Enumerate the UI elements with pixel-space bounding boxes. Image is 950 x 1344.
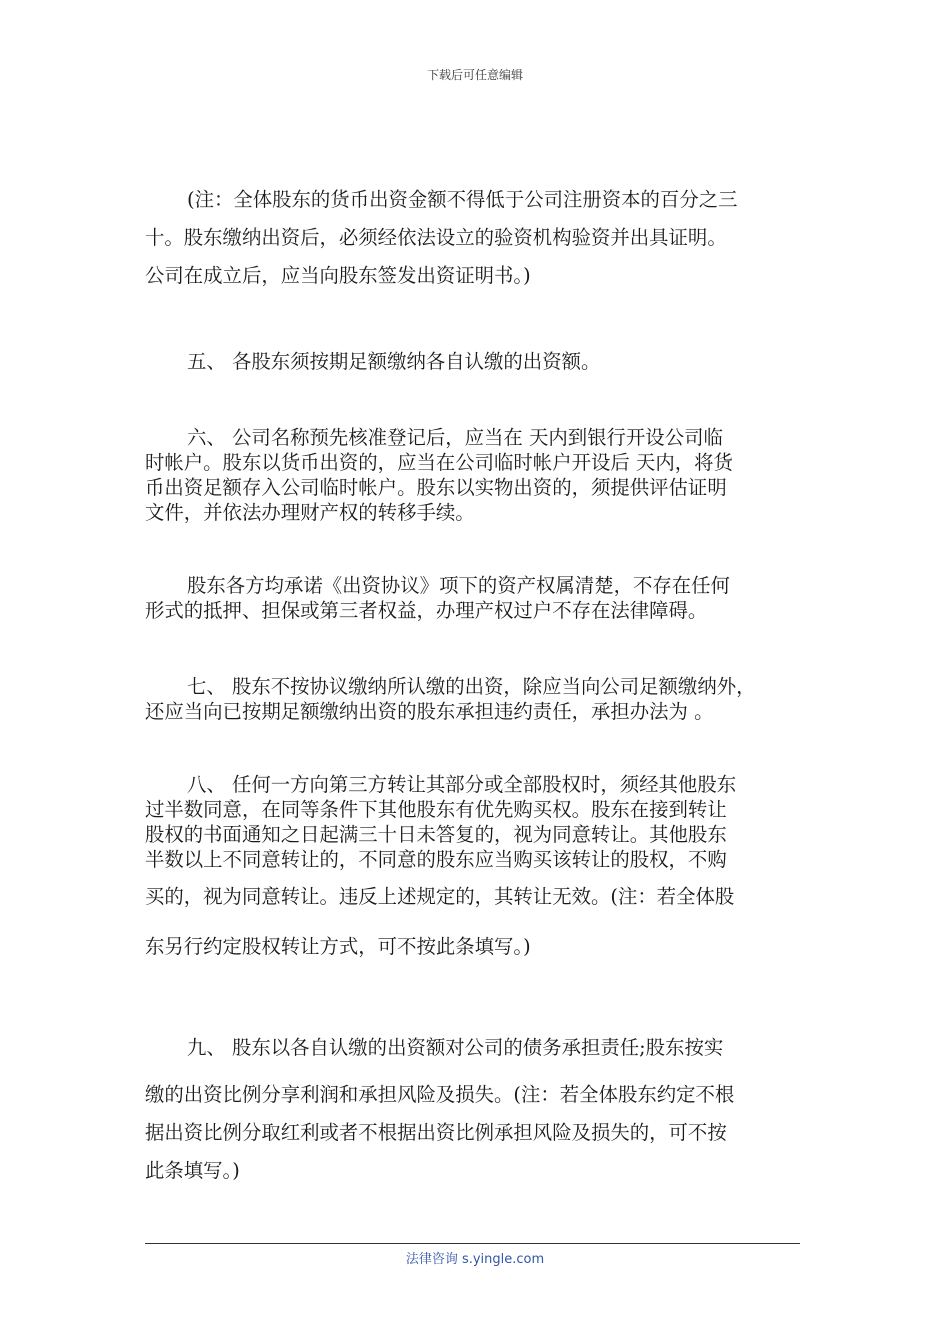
text-line: 六、 公司名称预先核准登记后，应当在 天内到银行开设公司临 (187, 426, 723, 449)
text-line: 此条填写。) (145, 1159, 240, 1182)
clause-eight-note (145, 934, 810, 959)
text-line: 币出资足额存入公司临时帐户。股东以实物出资的，须提供评估证明 (145, 476, 727, 499)
text-line: 形式的抵押、担保或第三者权益，办理产权过户不存在法律障碍。 (145, 599, 708, 622)
clause-eight (145, 772, 810, 872)
clause-eight-continued (145, 884, 810, 909)
text-line: 据出资比例分取红利或者不根据出资比例承担风险及损失的，可不按 (145, 1121, 727, 1144)
text-line: 买的，视为同意转让。违反上述规定的，其转让无效。(注：若全体股 (145, 885, 735, 908)
asset-ownership-commitment (145, 573, 810, 623)
text-line: 公司在成立后，应当向股东签发出资证明书。) (145, 264, 531, 287)
page-header: 下载后可任意编辑 (426, 68, 523, 82)
text-line: 五、 各股东须按期足额缴纳各自认缴的出资额。 (187, 350, 601, 373)
text-line: (注：全体股东的货币出资金额不得低于公司注册资本的百分之三 (187, 188, 738, 211)
text-line: 十。股东缴纳出资后，必须经依法设立的验资机构验资并出具证明。 (145, 226, 727, 249)
text-line: 东另行约定股权转让方式，可不按此条填写。) (145, 935, 531, 958)
text-line: 股东各方均承诺《出资协议》项下的资产权属清楚，不存在任何 (187, 574, 730, 597)
text-line: 缴的出资比例分享利润和承担风险及损失。(注：若全体股东约定不根 (145, 1083, 735, 1106)
clause-five (145, 349, 810, 374)
text-line: 文件，并依法办理财产权的转移手续。 (145, 501, 475, 524)
text-line: 时帐户。股东以货币出资的，应当在公司临时帐户开设后 天内，将货 (145, 451, 733, 474)
text-line: 股权的书面通知之日起满三十日未答复的，视为同意转让。其他股东 (145, 823, 727, 846)
clause-nine-continued (145, 1076, 810, 1190)
note-capital-contribution (145, 181, 810, 295)
text-line: 过半数同意，在同等条件下其他股东有优先购买权。股东在接到转让 (145, 798, 727, 821)
clause-six (145, 425, 810, 525)
footer-link[interactable]: 法律咨询 s.yingle.com (405, 1252, 545, 1267)
text-line: 九、 股东以各自认缴的出资额对公司的债务承担责任;股东按实 (187, 1036, 724, 1059)
clause-nine (145, 1035, 810, 1060)
footer-divider (145, 1243, 800, 1244)
text-line: 半数以上不同意转让的，不同意的股东应当购买该转让的股权，不购 (145, 848, 727, 871)
text-line: 还应当向已按期足额缴纳出资的股东承担违约责任，承担办法为 。 (145, 700, 714, 723)
text-line: 七、 股东不按协议缴纳所认缴的出资，除应当向公司足额缴纳外， (187, 675, 756, 698)
clause-seven (145, 674, 810, 724)
text-line: 八、 任何一方向第三方转让其部分或全部股权时，须经其他股东 (187, 773, 737, 796)
